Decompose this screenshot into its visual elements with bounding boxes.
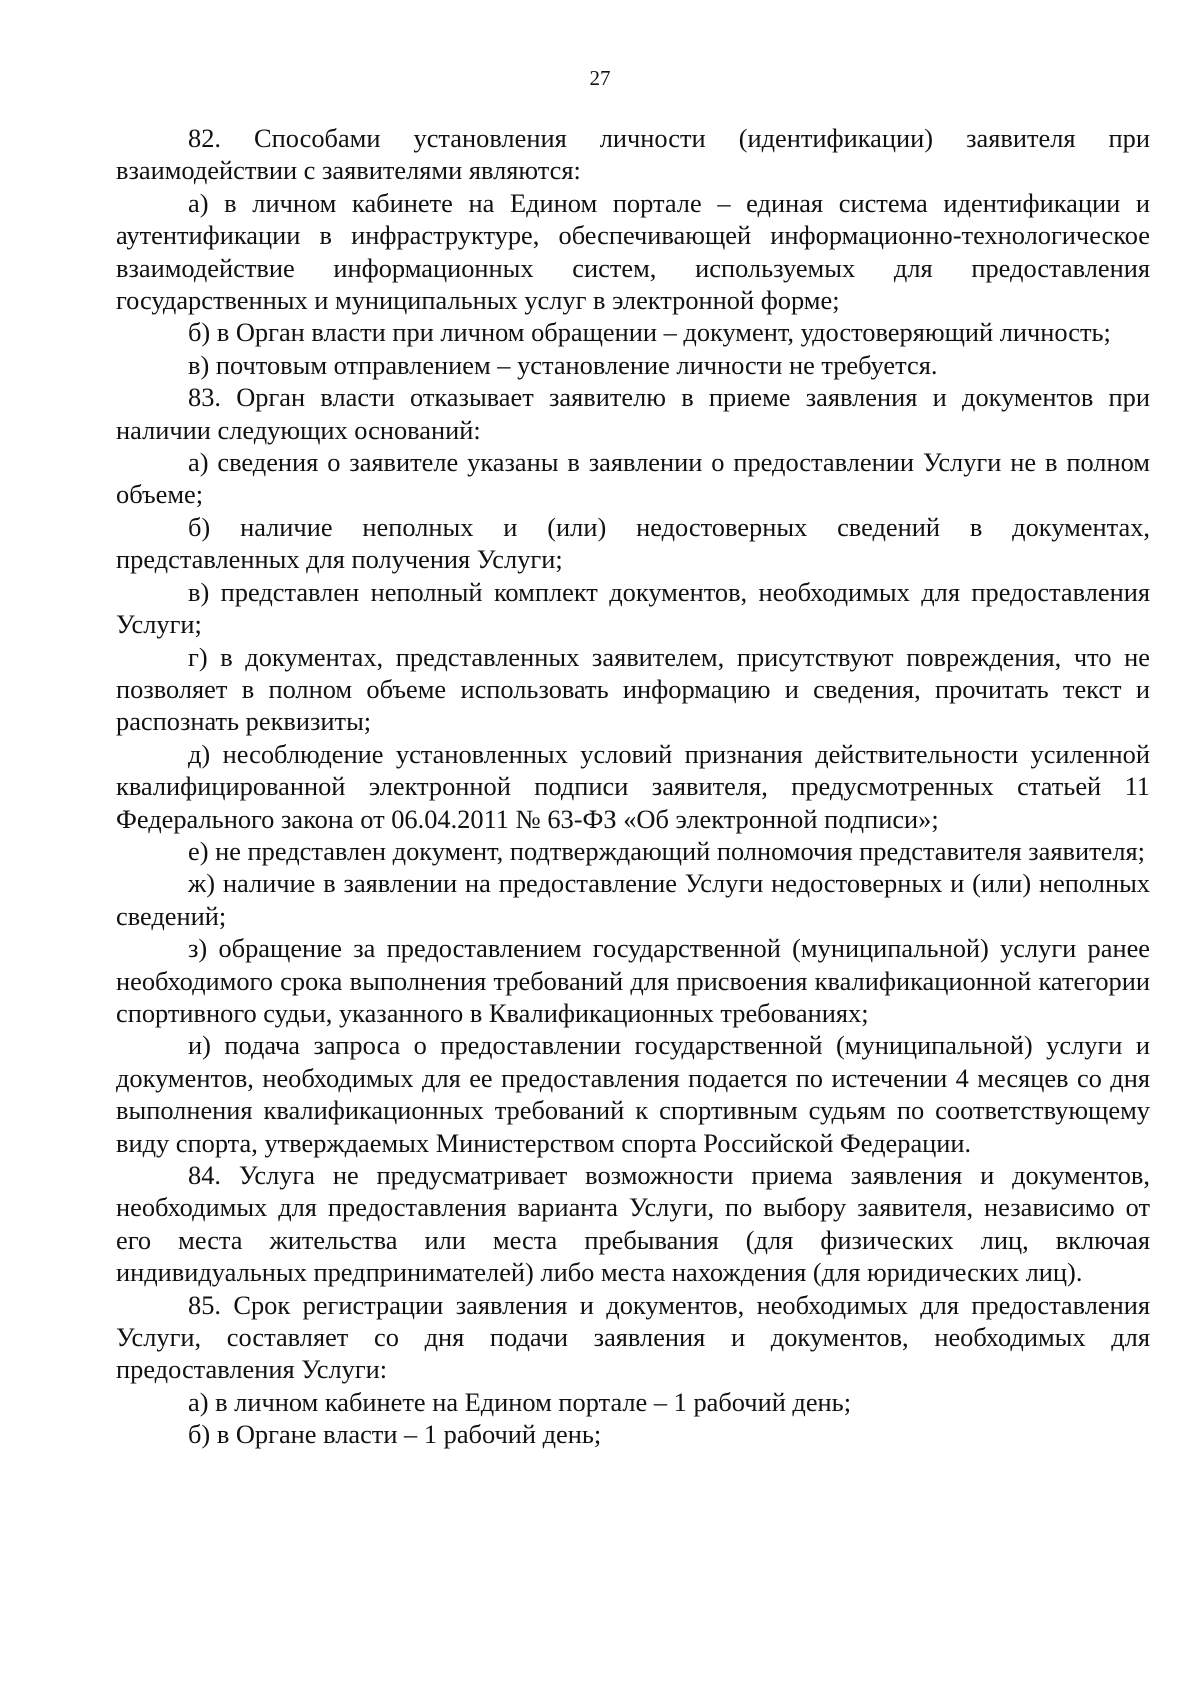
paragraph-82-v: в) почтовым отправлением – установление личности не требуется. [188,349,938,380]
paragraph-83-a: а) сведения о заявителе указаны в заявлении о предоставлении Услуги не в полном объеме; [116,447,1150,510]
paragraph-83-zh: ж) наличие в заявлении на предоставление Услуги недостоверных и (или) неполных сведений; [116,868,1150,931]
paragraph-83-v: в) представлен неполный комплект документов, необходимых для предоставления Услуги; [116,576,1150,640]
paragraph-82: 82. Способами установления личности (идентификации) заявителя при взаимодействии с заявителями являются: [116,123,1150,186]
paragraph-85-a: а) в личном кабинете на Едином портале – 1 рабочий день; [188,1386,852,1417]
paragraph-83-z: з) обращение за предоставлением государственной (муниципальной) услуги ранее необходимого срока выполнения требований для присвоения квалификационной категории спортивного судьи, указанного в Квалификационных требованиях; [116,933,1150,1028]
paragraph-85: 85. Срок регистрации заявления и документов, необходимых для предоставления Услуги, составляет со дня подачи заявления и документов, необходимых для предоставления Услуги: [116,1289,1150,1385]
paragraph-83-i: и) подача запроса о предоставлении государственной (муниципальной) услуги и документов, необходимых для ее предоставления подается по истечении 4 месяцев со дня выполнения квалификационных требований к спортивным судьям по соответствующему виду спорта, утверждаемых Министерством спорта Российской Федерации. [116,1030,1150,1158]
paragraph-83-d: д) несоблюдение установленных условий признания действительности усиленной квалифицированной электронной подписи заявителя, предусмотренных статьей 11 Федерального закона от 06.04.2011 № 63-ФЗ «Об электронной подписи»; [116,738,1150,834]
paragraph-83-g: г) в документах, представленных заявителем, присутствуют повреждения, что не позволяет в полном объеме использовать информацию и сведения, прочитать текст и распознать реквизиты; [116,641,1150,737]
paragraph-82-b: б) в Орган власти при личном обращении – документ, удостоверяющий личность; [188,317,1111,348]
page-number: 27 [589,66,611,90]
paragraph-83: 83. Орган власти отказывает заявителю в приеме заявления и документов при наличии следующих оснований: [116,382,1150,445]
paragraph-85-b: б) в Органе власти – 1 рабочий день; [188,1419,602,1450]
paragraph-82-a: а) в личном кабинете на Едином портале – единая система идентификации и аутентификации в инфраструктуре, обеспечивающей информационно-технологическое взаимодействие информационных систем, используемых для предоставления государственных и муниципальных услуг в электронной форме; [116,187,1150,316]
paragraph-83-e: е) не представлен документ, подтверждающий полномочия представителя заявителя; [188,835,1146,866]
paragraph-84: 84. Услуга не предусматривает возможности приема заявления и документов, необходимых для предоставления варианта Услуги, по выбору заявителя, независимо от его места жительства или места пребывания (для физических лиц, включая индивидуальных предпринимателей) либо места нахождения (для юридических лиц). [116,1160,1150,1288]
paragraph-83-b: б) наличие неполных и (или) недостоверных сведений в документах, представленных для получения Услуги; [116,511,1150,575]
document-body [116,122,1150,1451]
